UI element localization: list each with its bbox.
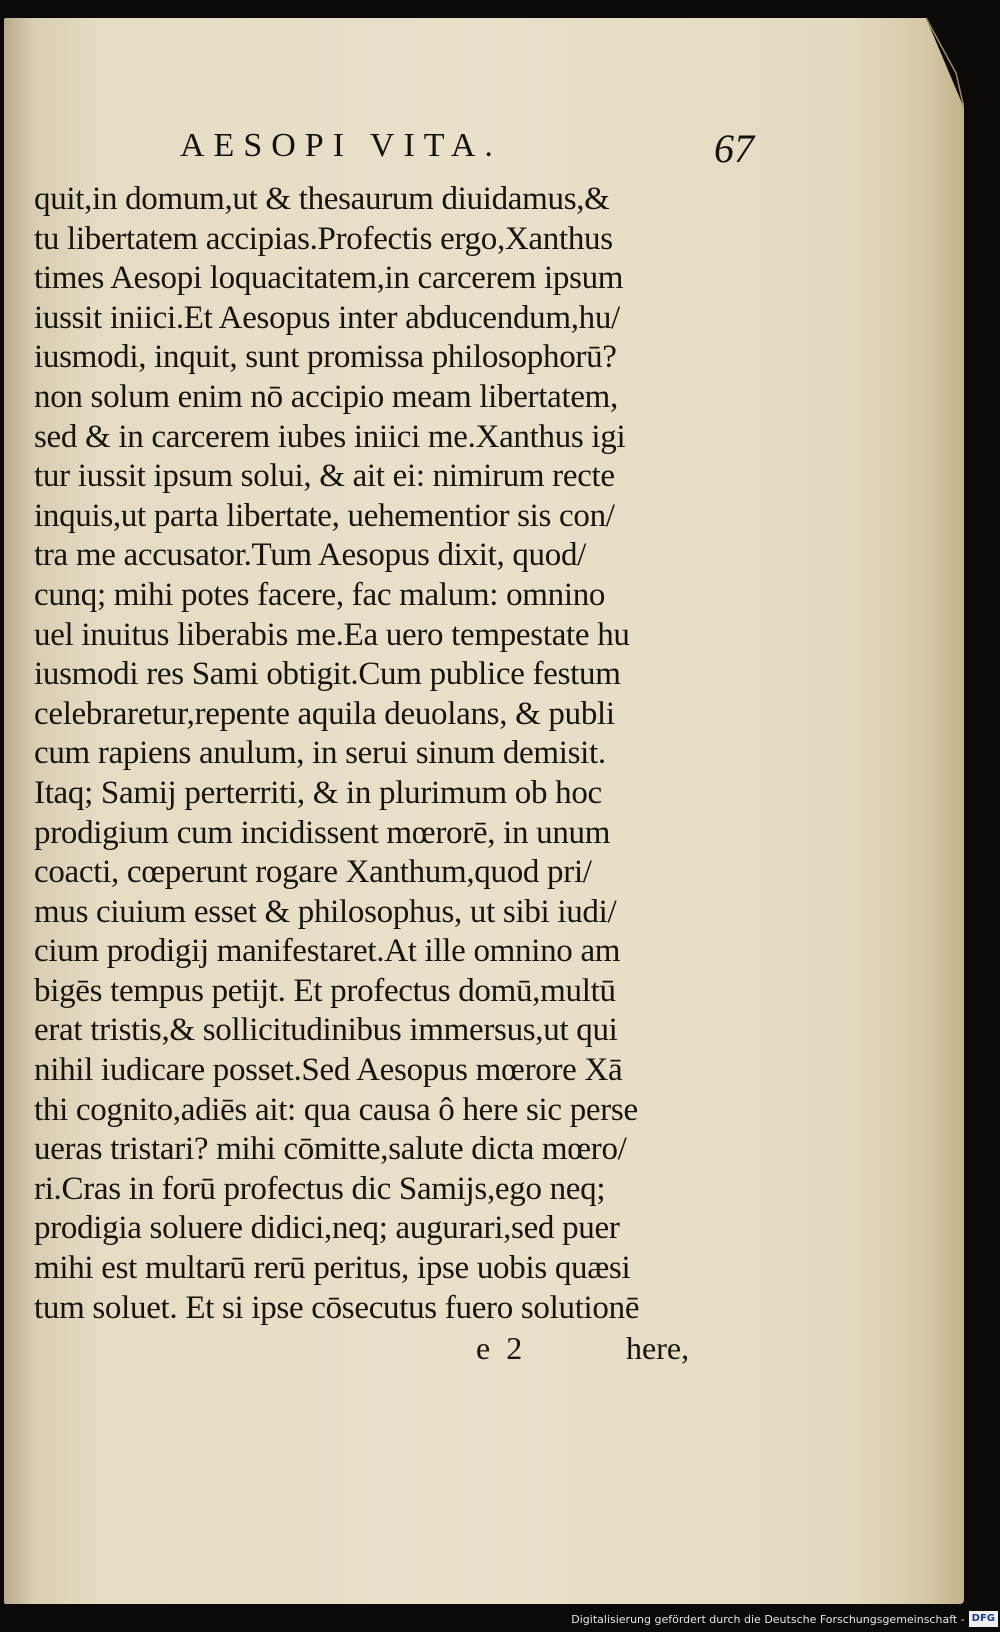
text-line: iusmodi, inquit, sunt promissa philosophorū?: [34, 339, 617, 376]
text-line: coacti, cœperunt rogare Xanthum,quod pri/: [34, 854, 592, 891]
text-line: tur iussit ipsum solui, & ait ei: nimirum recte: [34, 458, 615, 495]
text-line: mihi est multarū rerū peritus, ipse uobis quæsi: [34, 1250, 631, 1287]
text-line: thi cognito,adiēs ait: qua causa ô here sic perse: [34, 1091, 638, 1128]
text-line: quit,in domum,ut & thesaurum diuidamus,&: [34, 181, 610, 217]
catchword: here,: [626, 1330, 690, 1366]
text-line: mus ciuium esset & philosophus, ut sibi iudi/: [34, 893, 617, 930]
text-line: prodigium cum incidissent mœrorē, in unum: [34, 814, 611, 851]
book-page: [4, 18, 964, 1604]
text-line: cum rapiens anulum, in serui sinum demisit.: [34, 735, 606, 772]
text-line: ri.Cras in forū profectus dic Samijs,ego neq;: [34, 1170, 606, 1207]
text-line: tra me accusator.Tum Aesopus dixit, quod/: [34, 537, 587, 574]
credit-text: Digitalisierung gefördert durch die Deutsche Forschungsgemeinschaft -: [571, 1612, 965, 1626]
text-line: nihil iudicare posset.Sed Aesopus mœrore Xā: [34, 1052, 623, 1089]
page-number: 67: [714, 126, 754, 171]
signature-mark: e 2: [476, 1330, 527, 1366]
text-line: prodigia soluere didici,neq; augurari,sed puer: [34, 1210, 620, 1247]
text-line: uel inuitus liberabis me.Ea uero tempestate hu: [34, 616, 630, 653]
running-title: AESOPI VITA.: [180, 127, 502, 164]
text-line: tu libertatem accipias.Profectis ergo,Xanthus: [34, 220, 613, 257]
text-line: cium prodigij manifestaret.At ille omnino am: [34, 933, 621, 970]
text-line: tum soluet. Et si ipse cōsecutus fuero solutionē: [34, 1289, 640, 1326]
text-line: Itaq; Samij perterriti, & in plurimum ob hoc: [34, 774, 602, 811]
text-line: celebraretur,repente aquila deuolans, & publi: [34, 695, 615, 732]
text-line: sed & in carcerem iubes iniici me.Xanthus igi: [34, 418, 626, 455]
text-line: erat tristis,& sollicitudinibus immersus,ut qui: [34, 1012, 618, 1049]
body-text: [34, 180, 749, 1328]
page-footer: [4, 1328, 964, 1368]
text-line: ueras tristari? mihi cōmitte,salute dicta mœro/: [34, 1131, 627, 1168]
text-line: iussit iniici.Et Aesopus inter abducendum,hu/: [34, 299, 620, 336]
text-line: inquis,ut parta libertate, uehementior sis con/: [34, 497, 615, 534]
text-line: cunq; mihi potes facere, fac malum: omnino: [34, 576, 606, 613]
running-head: [4, 111, 964, 171]
text-line: non solum enim nō accipio meam libertatem,: [34, 378, 618, 415]
text-line: iusmodi res Sami obtigit.Cum publice festum: [34, 656, 621, 693]
text-line: bigēs tempus petijt. Et profectus domū,multū: [34, 972, 616, 1009]
dfg-logo: DFG: [969, 1611, 998, 1627]
digitization-credit: [571, 1610, 998, 1628]
text-line: times Aesopi loquacitatem,in carcerem ipsum: [34, 260, 624, 297]
folded-corner-icon: [926, 18, 964, 108]
